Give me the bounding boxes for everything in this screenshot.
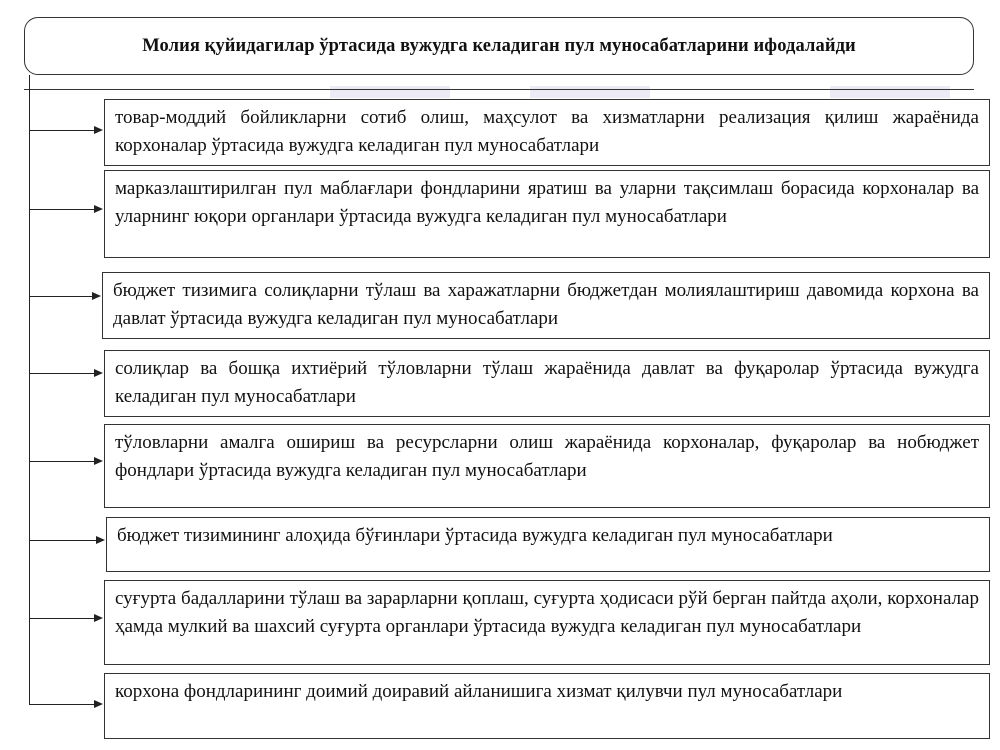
relation-item-7: суғурта бадалларини тўлаш ва зарарларни қоплаш, суғурта ҳодисаси рўй берган пайтда аҳоли, корхоналар ҳамда мулкий ва шахсий суғурта органлари ўртасида вужудга келадиган пул муносабатлари — [104, 580, 990, 665]
connector-arrow — [29, 209, 101, 210]
diagram-title: Молия қуйидагилар ўртасида вужудга келадиган пул муносабатларини ифодалайди — [142, 35, 856, 56]
relation-item-5: тўловларни амалга ошириш ва ресурсларни олиш жараёнида корхоналар, фуқаролар ва нобюджет фондлари ўртасида вужудга келадиган пул муносабатлари — [104, 424, 990, 508]
connector-arrow — [29, 130, 101, 131]
connector-arrow — [29, 461, 101, 462]
relation-item-6: бюджет тизимининг алоҳида бўғинлари ўртасида вужудга келадиган пул муносабатлари — [106, 517, 990, 572]
relation-item-8: корхона фондларининг доимий доиравий айланишига хизмат қилувчи пул муносабатлари — [104, 673, 990, 739]
relation-item-3: бюджет тизимига солиқларни тўлаш ва харажатларни бюджетдан молиялаштириш давомида корхона ва давлат ўртасида вужудга келадиган пул муносабатлари — [102, 272, 990, 339]
connector-arrow — [29, 704, 101, 705]
connector-arrow — [29, 373, 101, 374]
connector-arrow — [29, 540, 103, 541]
relation-item-4: солиқлар ва бошқа ихтиёрий тўловларни тўлаш жараёнида давлат ва фуқаролар ўртасида вужудга келадиган пул муносабатлари — [104, 350, 990, 417]
relation-item-1: товар-моддий бойликларни сотиб олиш, маҳсулот ва хизматларни реализация қилиш жараёнида корхоналар ўртасида вужудга келадиган пул муносабатлари — [104, 99, 990, 166]
header-box — [24, 17, 974, 75]
connector-arrow — [29, 618, 101, 619]
connector-spine — [29, 75, 30, 705]
relation-item-2: марказлаштирилган пул маблағлари фондларини яратиш ва уларни тақсимлаш борасида корхоналар ва уларнинг юқори органлари ўртасида вужудга келадиган пул муносабатлари — [104, 170, 990, 258]
connector-arrow — [29, 296, 99, 297]
